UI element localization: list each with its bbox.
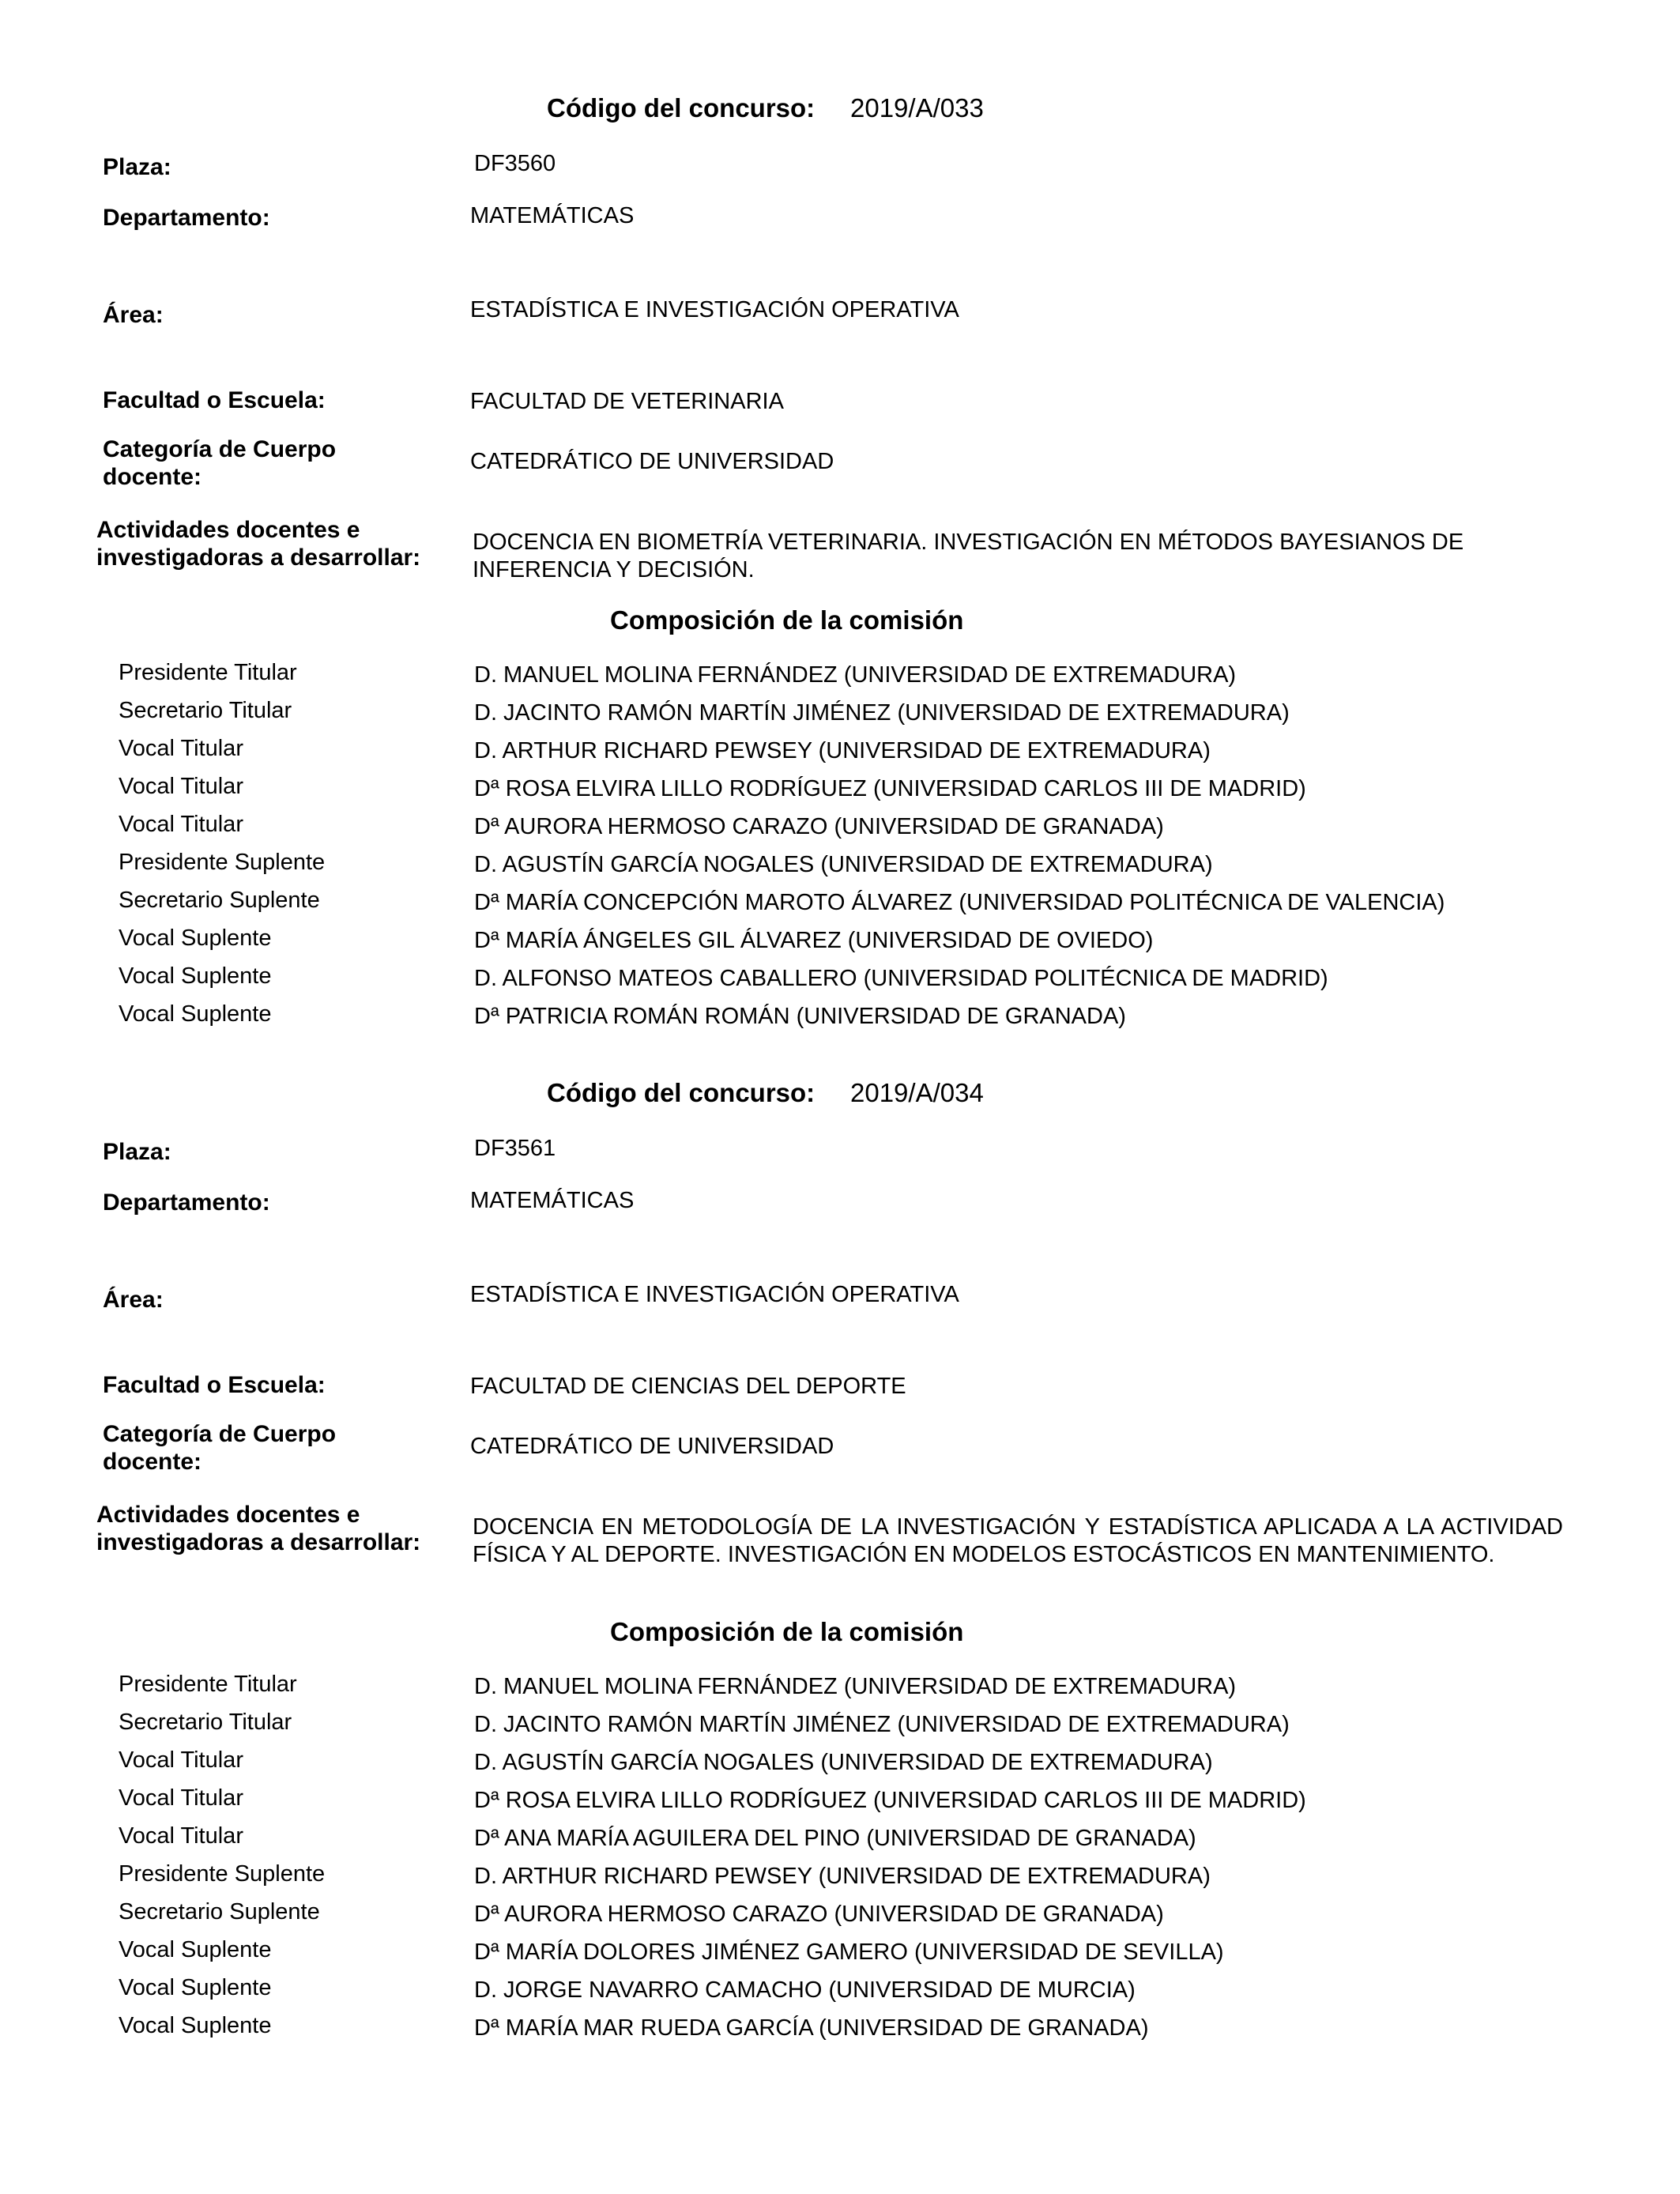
comision-member: Dª MARÍA ÁNGELES GIL ÁLVAREZ (UNIVERSIDAD DE OVIEDO) <box>474 928 1154 953</box>
comision-role: Vocal Suplente <box>119 925 272 951</box>
comision-member: D. JACINTO RAMÓN MARTÍN JIMÉNEZ (UNIVERSIDAD DE EXTREMADURA) <box>474 700 1290 726</box>
departamento-value: MATEMÁTICAS <box>470 203 635 228</box>
plaza-label: Plaza: <box>103 1139 171 1165</box>
comision-member: Dª AURORA HERMOSO CARAZO (UNIVERSIDAD DE GRANADA) <box>474 814 1164 839</box>
comision-role: Secretario Suplente <box>119 1899 320 1924</box>
plaza-value: DF3560 <box>474 151 556 176</box>
categoria-value: CATEDRÁTICO DE UNIVERSIDAD <box>470 449 834 474</box>
comision-role: Secretario Titular <box>119 698 292 723</box>
comision-member: Dª PATRICIA ROMÁN ROMÁN (UNIVERSIDAD DE GRANADA) <box>474 1004 1126 1029</box>
departamento-label: Departamento: <box>103 205 270 231</box>
comision-role: Vocal Titular <box>119 1823 243 1849</box>
comision-member: D. JORGE NAVARRO CAMACHO (UNIVERSIDAD DE MURCIA) <box>474 1977 1136 2003</box>
comision-role: Presidente Suplente <box>119 1861 326 1887</box>
comision-role: Presidente Suplente <box>119 850 326 875</box>
comision-role: Secretario Suplente <box>119 888 320 913</box>
comision-role: Vocal Suplente <box>119 1975 272 2000</box>
categoria-label: Categoría de Cuerpo docente: <box>103 1421 337 1475</box>
comision-member: D. JACINTO RAMÓN MARTÍN JIMÉNEZ (UNIVERSIDAD DE EXTREMADURA) <box>474 1712 1290 1737</box>
comision-role: Vocal Titular <box>119 1747 243 1773</box>
comision-member: D. ARTHUR RICHARD PEWSEY (UNIVERSIDAD DE EXTREMADURA) <box>474 738 1211 763</box>
comision-member: D. MANUEL MOLINA FERNÁNDEZ (UNIVERSIDAD DE EXTREMADURA) <box>474 662 1237 688</box>
concurso-block-2 <box>0 985 1680 2041</box>
actividades-label: Actividades docentes e investigadoras a desarrollar: <box>96 517 421 571</box>
concurso-block-1 <box>0 0 1680 1027</box>
plaza-value: DF3561 <box>474 1136 556 1161</box>
comision-title: Composición de la comisión <box>610 605 964 635</box>
facultad-value: FACULTAD DE VETERINARIA <box>470 389 784 414</box>
comision-member: D. AGUSTÍN GARCÍA NOGALES (UNIVERSIDAD DE EXTREMADURA) <box>474 1750 1213 1775</box>
comision-role: Vocal Titular <box>119 1785 243 1811</box>
comision-role: Presidente Titular <box>119 1672 297 1697</box>
comision-member: D. MANUEL MOLINA FERNÁNDEZ (UNIVERSIDAD DE EXTREMADURA) <box>474 1674 1237 1699</box>
facultad-label: Facultad o Escuela: <box>103 1372 326 1398</box>
categoria-value: CATEDRÁTICO DE UNIVERSIDAD <box>470 1434 834 1459</box>
codigo-value: 2019/A/033 <box>850 93 984 123</box>
comision-role: Vocal Suplente <box>119 963 272 989</box>
codigo-label: Código del concurso: <box>547 1078 816 1107</box>
plaza-label: Plaza: <box>103 154 171 180</box>
actividades-value: DOCENCIA EN BIOMETRÍA VETERINARIA. INVESTIGACIÓN EN MÉTODOS BAYESIANOS DE INFERENCIA Y DECISIÓN. <box>473 530 1464 582</box>
comision-role: Vocal Suplente <box>119 1001 272 1027</box>
comision-member: Dª MARÍA DOLORES JIMÉNEZ GAMERO (UNIVERSIDAD DE SEVILLA) <box>474 1940 1224 1965</box>
comision-member: Dª MARÍA CONCEPCIÓN MAROTO ÁLVAREZ (UNIVERSIDAD POLITÉCNICA DE VALENCIA) <box>474 890 1445 915</box>
comision-member: Dª ANA MARÍA AGUILERA DEL PINO (UNIVERSIDAD DE GRANADA) <box>474 1826 1196 1851</box>
comision-member: Dª MARÍA MAR RUEDA GARCÍA (UNIVERSIDAD DE GRANADA) <box>474 2015 1149 2041</box>
facultad-value: FACULTAD DE CIENCIAS DEL DEPORTE <box>470 1374 906 1399</box>
area-value: ESTADÍSTICA E INVESTIGACIÓN OPERATIVA <box>470 1282 959 1307</box>
comision-role: Secretario Titular <box>119 1710 292 1735</box>
comision-member: Dª ROSA ELVIRA LILLO RODRÍGUEZ (UNIVERSIDAD CARLOS III DE MADRID) <box>474 1788 1306 1813</box>
area-label: Área: <box>103 1287 164 1313</box>
actividades-label: Actividades docentes e investigadoras a desarrollar: <box>96 1502 421 1555</box>
codigo-value: 2019/A/034 <box>850 1078 984 1107</box>
comision-member: Dª AURORA HERMOSO CARAZO (UNIVERSIDAD DE GRANADA) <box>474 1902 1164 1927</box>
comision-member: D. ALFONSO MATEOS CABALLERO (UNIVERSIDAD POLITÉCNICA DE MADRID) <box>474 966 1328 991</box>
facultad-label: Facultad o Escuela: <box>103 387 326 413</box>
actividades-value: DOCENCIA EN METODOLOGÍA DE LA INVESTIGACIÓN Y ESTADÍSTICA APLICADA A LA ACTIVIDAD FÍSICA Y AL DEPORTE. INVESTIGACIÓN EN MODELOS ESTOCÁSTICOS EN MANTENIMIENTO. <box>473 1514 1563 1567</box>
codigo-label: Código del concurso: <box>547 93 816 123</box>
comision-role: Presidente Titular <box>119 660 297 685</box>
comision-member: D. AGUSTÍN GARCÍA NOGALES (UNIVERSIDAD DE EXTREMADURA) <box>474 852 1213 877</box>
comision-role: Vocal Titular <box>119 812 243 837</box>
area-value: ESTADÍSTICA E INVESTIGACIÓN OPERATIVA <box>470 297 959 322</box>
categoria-label: Categoría de Cuerpo docente: <box>103 436 337 490</box>
departamento-label: Departamento: <box>103 1189 270 1216</box>
comision-role: Vocal Suplente <box>119 1937 272 1962</box>
comision-role: Vocal Titular <box>119 774 243 799</box>
area-label: Área: <box>103 302 164 328</box>
comision-member: D. ARTHUR RICHARD PEWSEY (UNIVERSIDAD DE EXTREMADURA) <box>474 1864 1211 1889</box>
comision-title: Composición de la comisión <box>610 1617 964 1646</box>
comision-role: Vocal Suplente <box>119 2013 272 2038</box>
departamento-value: MATEMÁTICAS <box>470 1188 635 1213</box>
comision-role: Vocal Titular <box>119 736 243 761</box>
comision-member: Dª ROSA ELVIRA LILLO RODRÍGUEZ (UNIVERSIDAD CARLOS III DE MADRID) <box>474 776 1306 801</box>
